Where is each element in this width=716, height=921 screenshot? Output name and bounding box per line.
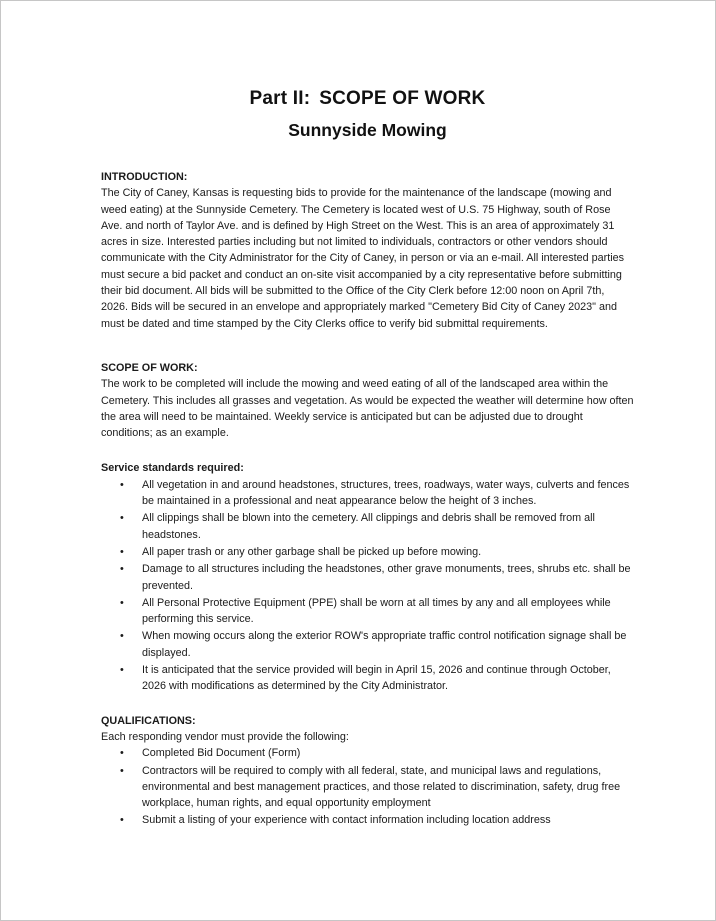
section-service-standards [101, 460, 634, 694]
list-item [120, 745, 634, 761]
list-item [120, 561, 634, 594]
list-item [120, 544, 634, 560]
page-title-prefix: Part II: [249, 88, 311, 109]
section-introduction [101, 169, 634, 332]
qualifications-list [101, 745, 634, 828]
section-qualifications [101, 713, 634, 829]
list-item [120, 662, 634, 695]
page-title [101, 87, 634, 111]
bullet-icon: • [120, 563, 124, 576]
list-item-text: Damage to all structures including the headstones, other grave monuments, trees, shrubs etc. shall be prevented. [142, 563, 631, 592]
bullet-icon: • [120, 814, 124, 827]
list-item [120, 628, 634, 661]
scope-of-work-heading: SCOPE OF WORK: [101, 361, 198, 374]
bullet-icon: • [120, 664, 124, 677]
list-item-text: All clippings shall be blown into the cemetery. All clippings and debris shall be removed from all headstones. [142, 512, 595, 541]
list-item-text: Completed Bid Document (Form) [142, 747, 301, 760]
service-standards-list [101, 477, 634, 695]
introduction-paragraph: The City of Caney, Kansas is requesting bids to provide for the maintenance of the landscape (mowing and weed eating) at the Sunnyside Cemetery. The Cemetery is located west of U.S. 75 Highway, south of Rose Ave. and north of Taylor Ave. and is defined by High Street on the West. This is an area of approximately 31 acres in size. Interested parties including but not limited to individuals, contractors or other vendors should communicate with the City Administrator for the City of Caney, in person or via an e-mail. All interested parties must secure a bid packet and conduct an on-site visit accompanied by a city representative before submitting their bid document. All bids will be submitted to the Office of the City Clerk before 12:00 noon on April 7th, 2026. Bids will be secured in an envelope and appropriately marked "Cemetery Bid City of Caney 2023" and must be dated and time stamped by the City Clerks office to verify bid submittal requirements. [101, 187, 625, 330]
bullet-icon: • [120, 545, 124, 558]
bullet-icon: • [120, 478, 124, 491]
list-item-text: Contractors will be required to comply with all federal, state, and municipal laws and regulations, environmental and best management practices, and those related to discrimination, safety, drug free workplace, human rights, and equal opportunity employment [142, 764, 621, 810]
list-item-text: Submit a listing of your experience with contact information including location address [142, 814, 551, 827]
list-item [120, 477, 634, 510]
bullet-icon: • [120, 630, 124, 643]
introduction-heading: INTRODUCTION: [101, 171, 188, 183]
page-title-main: SCOPE OF WORK [319, 88, 486, 109]
list-item-text: All Personal Protective Equipment (PPE) shall be worn at all times by any and all employees while performing this service. [142, 596, 611, 626]
list-item-text: It is anticipated that the service provided will begin in April 15, 2026 and continue through October, 2026 with modifications as determined by the City Administrator. [142, 664, 611, 693]
list-item [120, 763, 634, 812]
title-block [101, 87, 634, 142]
bullet-icon: • [120, 747, 124, 760]
page-subtitle: Sunnyside Mowing [288, 120, 447, 140]
list-item [120, 812, 634, 828]
service-standards-heading: Service standards required: [101, 462, 244, 475]
bullet-icon: • [120, 596, 124, 609]
scope-of-work-paragraph: The work to be completed will include the mowing and weed eating of all of the landscaped area within the Cemetery. This includes all grasses and vegetation. As would be expected the weather will determine how often the area will need to be maintained. Weekly service is anticipated but can be adjusted due to drought conditions; as an example. [101, 378, 634, 440]
list-item-text: All paper trash or any other garbage shall be picked up before mowing. [142, 545, 482, 558]
list-item [120, 595, 634, 628]
document-content [101, 87, 634, 830]
list-item-text: All vegetation in and around headstones, structures, trees, roadways, water ways, culverts and fences be maintained in a professional and neat appearance below the height of 3 inches. [142, 478, 630, 508]
section-scope-of-work [101, 360, 634, 441]
qualifications-heading: QUALIFICATIONS: [101, 714, 196, 727]
bullet-icon: • [120, 764, 124, 777]
list-item [120, 510, 634, 543]
bullet-icon: • [120, 512, 124, 525]
list-item-text: When mowing occurs along the exterior ROW's appropriate traffic control notification signage shall be displayed. [142, 630, 627, 659]
qualifications-intro: Each responding vendor must provide the following: [101, 730, 349, 743]
